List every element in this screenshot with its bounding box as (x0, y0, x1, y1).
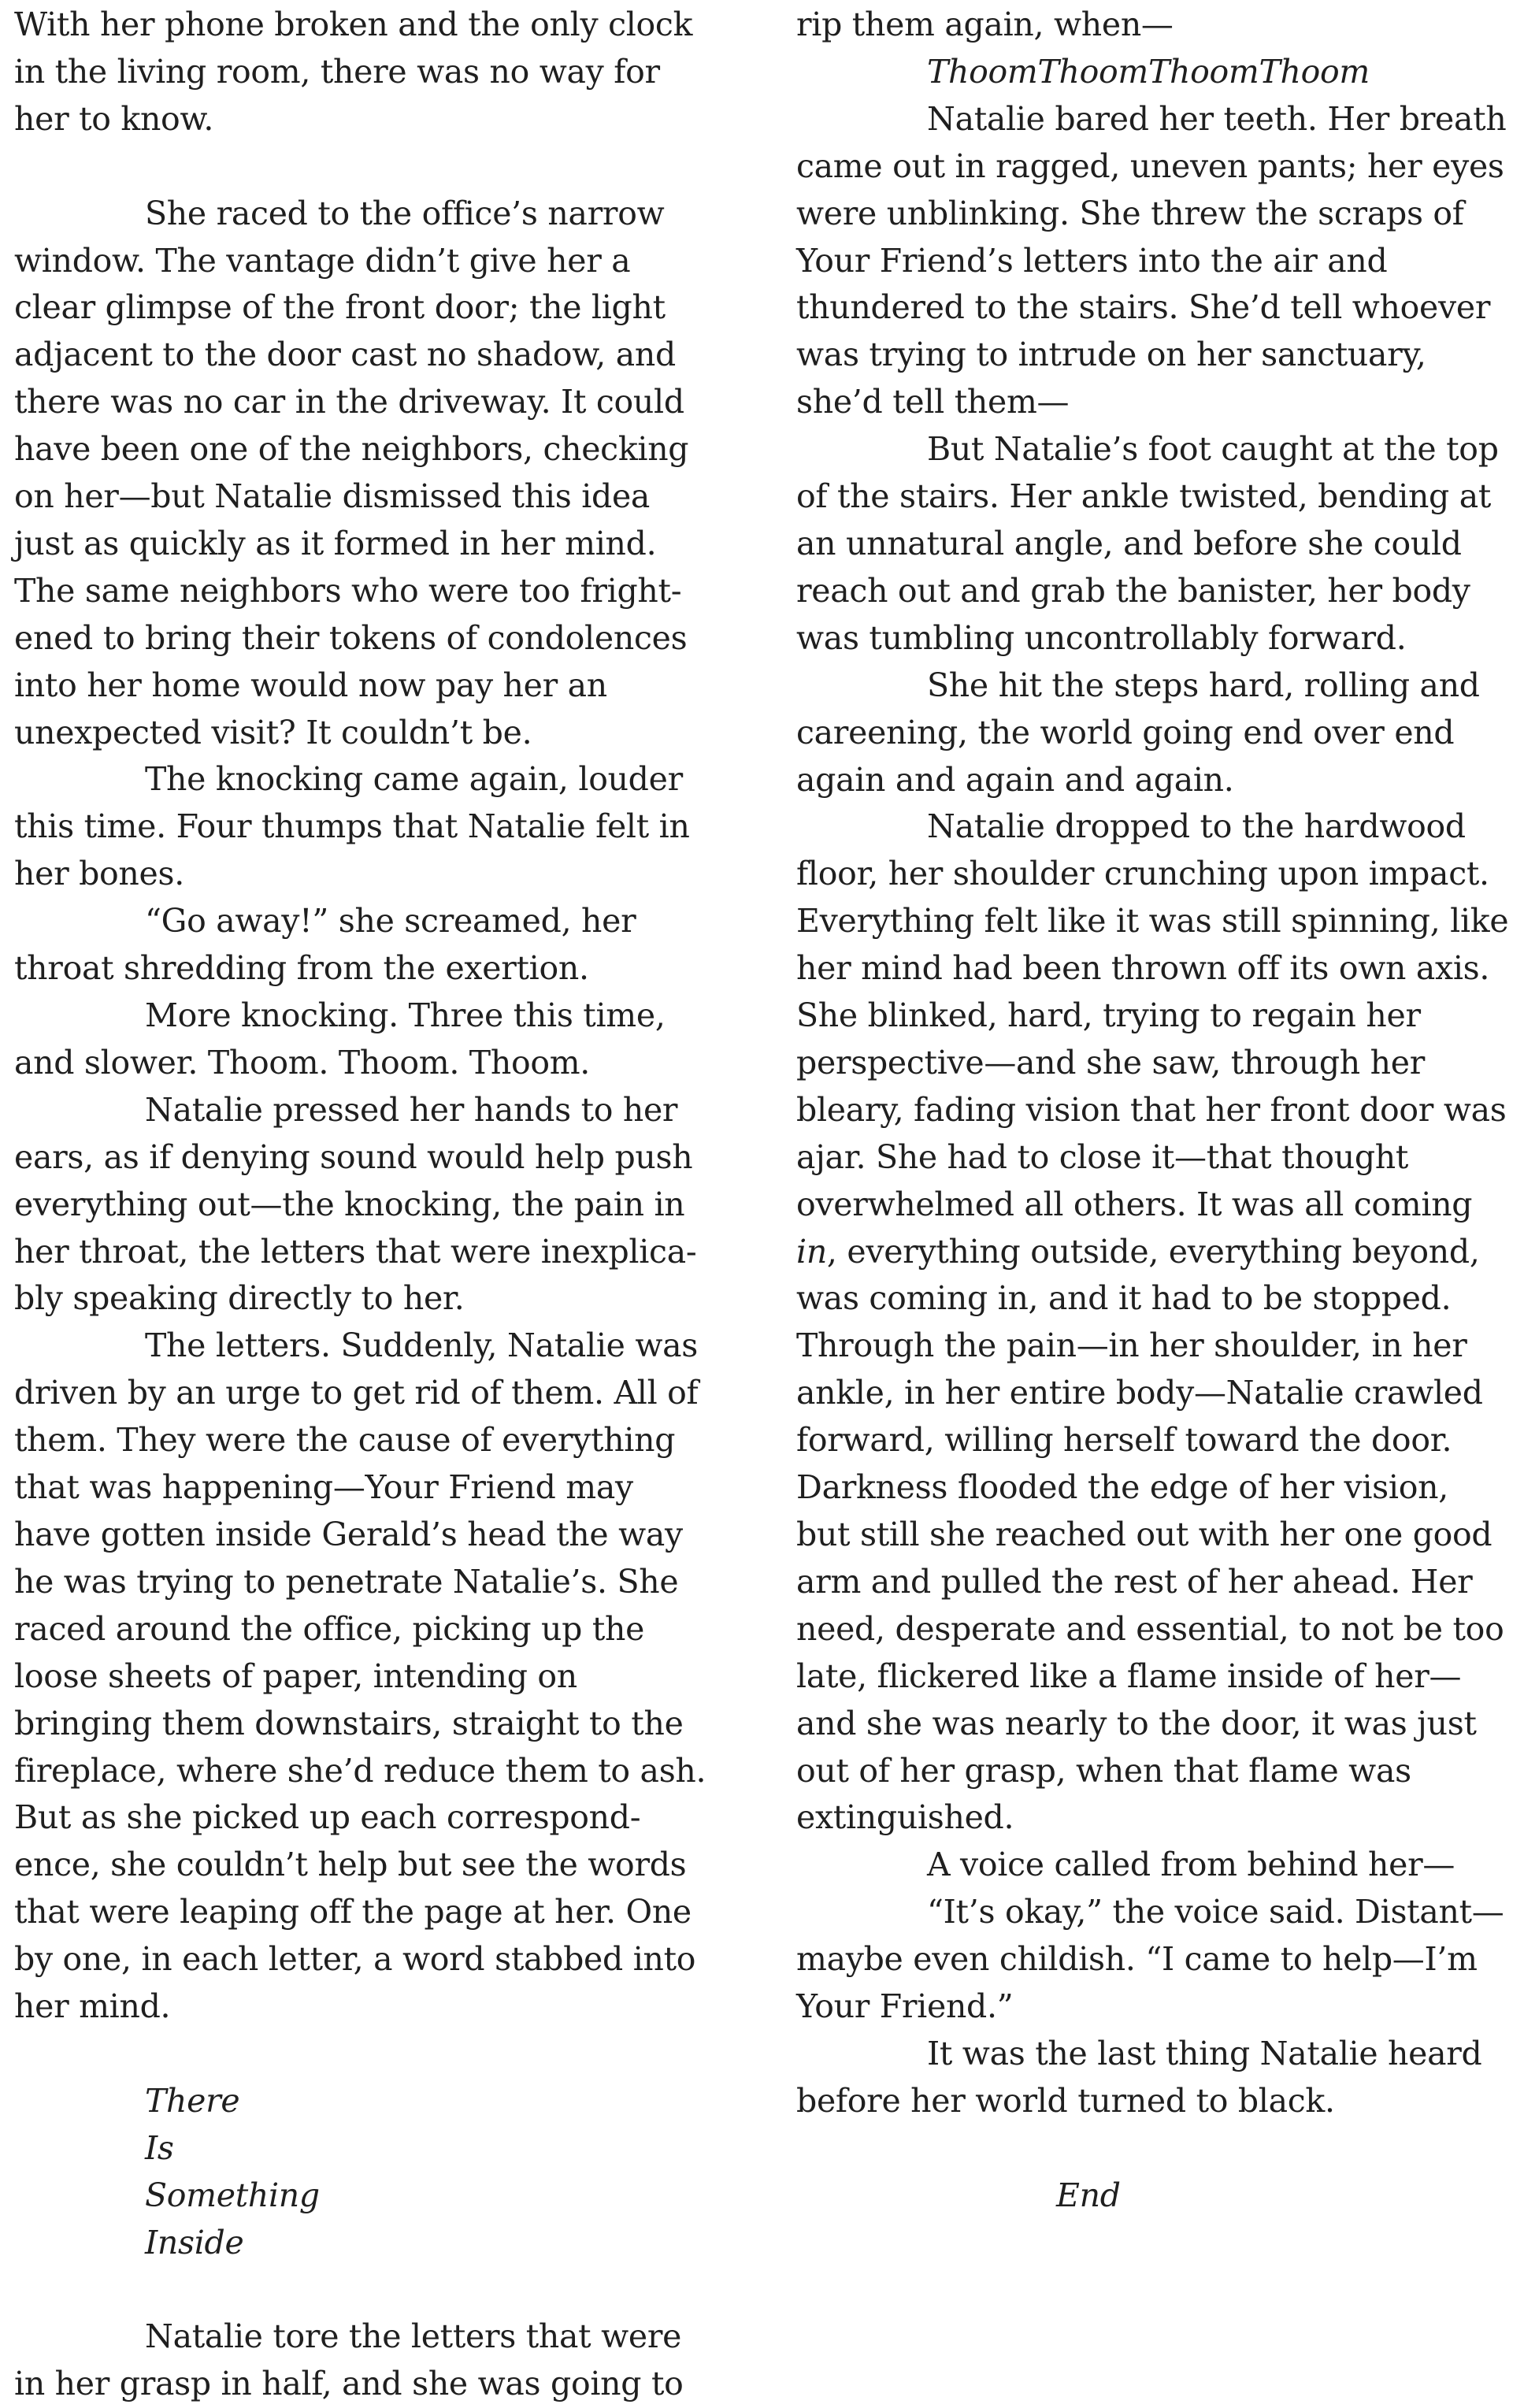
thoom-line: ThoomThoomThoomThoom (927, 52, 1370, 91)
paragraph-hands-to-ears: Natalie pressed her hands to her ears, as if denying sound would help push everything out—the knocking, the pain in her throat, the letters that were inexplicably speaking directly to her. (14, 1090, 697, 1318)
hidden-word: Something (145, 2176, 320, 2214)
paragraph-more-knocking: More knocking. Three this time, and slower. Thoom. Thoom. Thoom. (14, 996, 666, 1082)
paragraph-hit-steps: She hit the steps hard, rolling and careening, the world going end over end again and again and again. (796, 666, 1480, 799)
hidden-word: There (145, 2081, 240, 2120)
paragraph-last-thing: It was the last thing Natalie heard before her world turned to black. (796, 2034, 1482, 2120)
paragraph-clock: With her phone broken and the only clock in the living room, there was no way for her to know. (14, 6, 693, 138)
paragraph-gap (14, 143, 707, 191)
end-mark: End (1056, 2176, 1121, 2214)
right-column (796, 2, 1509, 2220)
paragraph-tore-letters: Natalie tore the letters that were in her grasp in half, and she was going to (14, 2317, 684, 2403)
paragraph-gap (796, 2125, 1509, 2172)
paragraph-bared-teeth: Natalie bared her teeth. Her breath came out in ragged, uneven pants; her eyes were unblinking. She threw the scraps of Your Friend’s letters into the air and thundered to the stairs. She’d tell whoever was trying to intrude on her sanctuary, she’d tell them— (796, 99, 1507, 421)
paragraph-go-away: “Go away!” she screamed, her throat shredding from the exertion. (14, 902, 636, 988)
emphasis-in: in (796, 1232, 827, 1271)
text-run: Natalie dropped to the hardwood floor, her shoulder crunching upon impact. Everything felt like it was still spinning, like her mind had been thrown off its own axis. She blinked, hard, trying to regain her perspective—and she saw, through her bleary, fading vision that her front door was ajar. She had to close it—that thought overwhelmed all others. It was all coming (796, 807, 1509, 1223)
paragraph-voice-called: A voice called from behind her— (927, 1846, 1455, 1884)
paragraph-window: She raced to the office’s narrow window. The vantage didn’t give her a clear glimpse of the front door; the light adjacent to the door cast no shadow, and there was no car in the driveway. It could have been one of the neighbors, checking on her—but Natalie dismissed this idea just as quickly as it formed in her mind. The same neighbors who were too frightened to bring their tokens of condolences into her home would now pay her an unexpected visit? It couldn’t be. (14, 194, 689, 751)
paragraph-rip-again: rip them again, when— (796, 6, 1174, 43)
paragraph-gap (14, 2266, 707, 2313)
paragraph-gap (14, 2031, 707, 2078)
text-run: , everything outside, everything beyond, was coming in, and it had to be stopped. Through the pain—in her shoulder, in her ankle, in her entire body—Natalie crawled forward, willing herself toward the door. Darkness flooded the edge of her vision, but still she reached out with her one good arm and pulled the rest of her ahead. Her need, desperate and essential, to not be too late, flickered like a flame inside of her—and she was nearly to the door, it was just out of her grasp, when that flame was extinguished. (796, 1232, 1504, 1837)
hidden-word: Is (145, 2128, 174, 2167)
paragraph-your-friend: “It’s okay,” the voice said. Distant—maybe even childish. “I came to help—I’m Your Friend.” (796, 1893, 1504, 2026)
paragraph-letters: The letters. Suddenly, Natalie was driven by an urge to get rid of them. All of them. They were the cause of everything that was happening—Your Friend may have gotten inside Gerald’s head the way he was trying to penetrate Natalie’s. She raced around the office, picking up the loose sheets of paper, intending on bringing them downstairs, straight to the fireplace, where she’d reduce them to ash. But as she picked up each correspondence, she couldn’t help but see the words that were leaping off the page at her. One by one, in each letter, a word stabbed into her mind. (14, 1326, 706, 2026)
paragraph-knocking-again: The knocking came again, louder this time. Four thumps that Natalie felt in her bones. (14, 760, 690, 893)
left-column (14, 2, 707, 2408)
paragraph-foot-caught: But Natalie’s foot caught at the top of the stairs. Her ankle twisted, bending at an unnatural angle, and before she could reach out and grab the banister, her body was tumbling uncontrollably forward. (796, 430, 1499, 657)
paragraph-hardwood-floor (796, 803, 1509, 1842)
hidden-word: Inside (145, 2223, 244, 2261)
